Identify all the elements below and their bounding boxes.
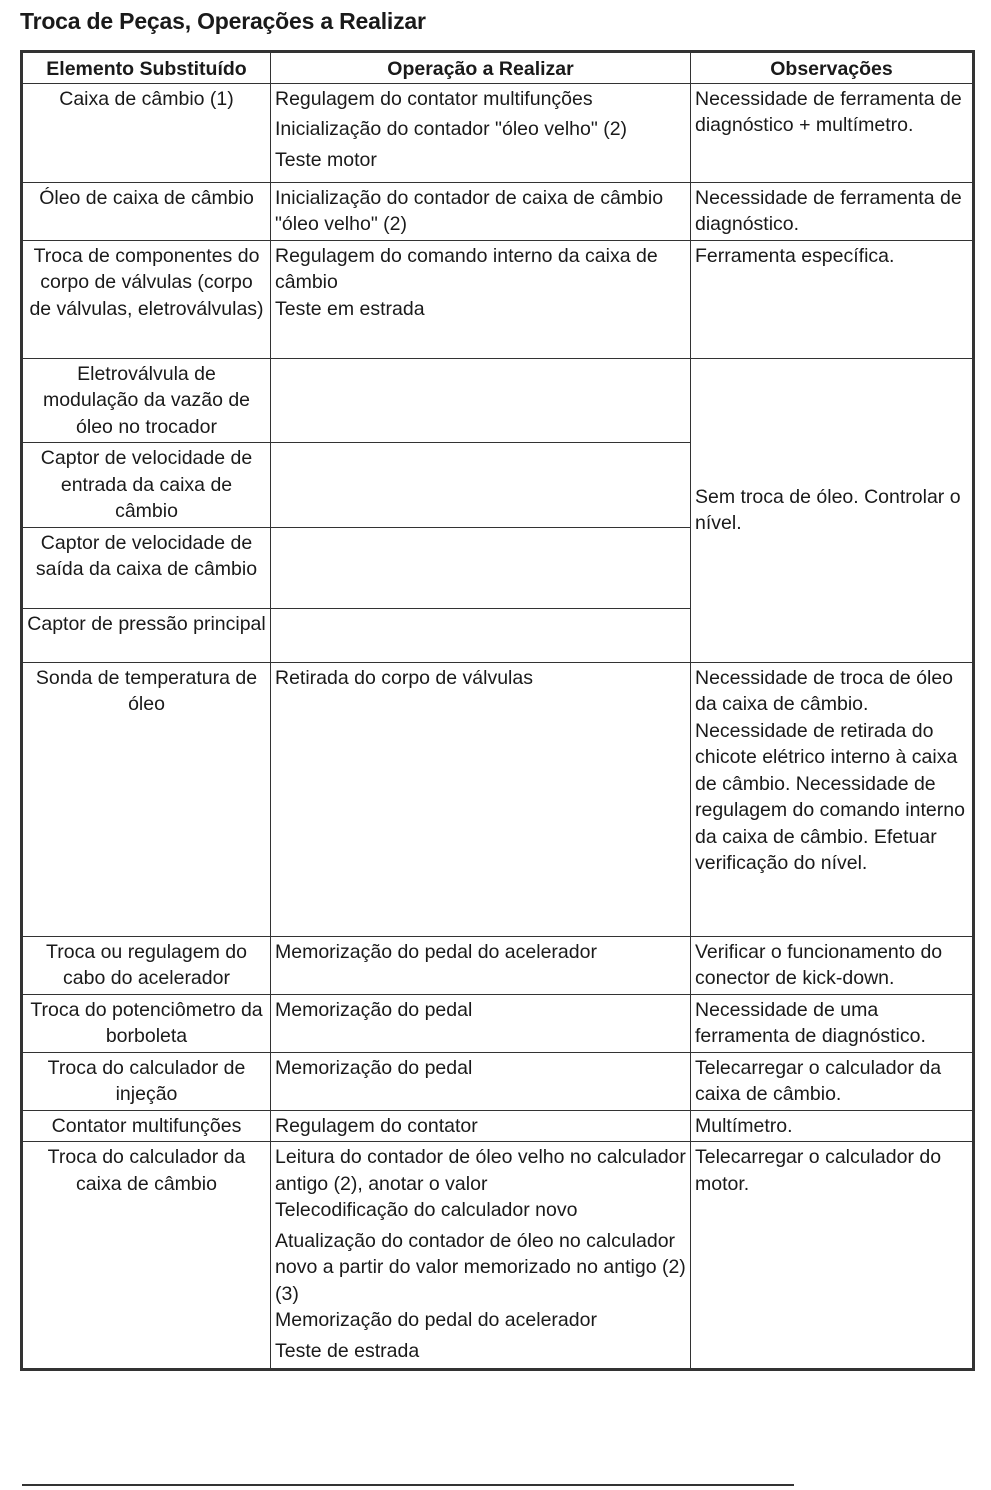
table-row [22, 994, 974, 1052]
element-cell: Troca do calculador da caixa de câmbio [22, 1142, 271, 1370]
operation-cell [271, 936, 691, 994]
operation-cell-empty [271, 443, 691, 528]
operation-item: Telecodificação do calculador novo [275, 1199, 578, 1221]
observation-cell: Sem troca de óleo. Controlar o nível. [691, 358, 974, 662]
column-header-observations: Observações [691, 52, 974, 84]
footnote-separator [22, 1484, 794, 1486]
table-row [22, 1110, 974, 1142]
operation-cell [271, 1142, 691, 1370]
element-cell: Troca de componentes do corpo de válvulas (corpo de válvulas, eletroválvulas) [22, 240, 271, 358]
operation-item: Inicialização do contador de caixa de câmbio "óleo velho" (2) [275, 186, 664, 235]
operation-item: Inicialização do contador "óleo velho" (2) [275, 118, 628, 140]
element-cell: Óleo de caixa de câmbio [22, 182, 271, 240]
operation-item: Memorização do pedal do acelerador [275, 940, 597, 963]
operation-item: Leitura do contador de óleo velho no calculador antigo (2), anotar o valor [275, 1146, 686, 1195]
observation-cell: Verificar o funcionamento do conector de kick-down. [691, 936, 974, 994]
operation-item: Teste de estrada [275, 1339, 420, 1362]
operation-item: Memorização do pedal [275, 998, 473, 1021]
operation-cell [271, 83, 691, 182]
operation-item: Retirada do corpo de válvulas [275, 666, 533, 689]
element-cell: Captor de velocidade de entrada da caixa de câmbio [22, 443, 271, 528]
operation-cell [271, 1052, 691, 1110]
operation-item: Teste motor [275, 148, 377, 171]
operation-item: Memorização do pedal [275, 1056, 473, 1079]
operation-cell [271, 994, 691, 1052]
operation-item: Atualização do contador de óleo no calculador novo a partir do valor memorizado no antigo (2) (3) [275, 1229, 686, 1305]
operation-item: Regulagem do contator multifunções [275, 87, 593, 110]
table-row [22, 1142, 974, 1370]
observation-cell: Telecarregar o calculador do motor. [691, 1142, 974, 1370]
operation-cell [271, 240, 691, 358]
operation-cell [271, 662, 691, 936]
table-row [22, 240, 974, 358]
operation-cell [271, 182, 691, 240]
observation-cell: Multímetro. [691, 1110, 974, 1142]
observation-cell: Telecarregar o calculador da caixa de câmbio. [691, 1052, 974, 1110]
observation-cell: Ferramenta específica. [691, 240, 974, 358]
operation-cell-empty [271, 527, 691, 608]
observation-cell: Necessidade de ferramenta de diagnóstico + multímetro. [691, 83, 974, 182]
table-row [22, 83, 974, 182]
operation-item: Memorização do pedal do acelerador [275, 1309, 597, 1331]
table-row [22, 936, 974, 994]
element-cell: Eletroválvula de modulação da vazão de óleo no trocador [22, 358, 271, 443]
operation-cell-empty [271, 608, 691, 662]
page-title: Troca de Peças, Operações a Realizar [20, 8, 426, 34]
table-header-row [22, 52, 974, 84]
operation-item: Regulagem do contator [275, 1114, 478, 1137]
observation-cell: Necessidade de ferramenta de diagnóstico. [691, 182, 974, 240]
operation-cell-empty [271, 358, 691, 443]
element-cell: Captor de pressão principal [22, 608, 271, 662]
column-header-operation: Operação a Realizar [271, 52, 691, 84]
element-cell: Troca ou regulagem do cabo do acelerador [22, 936, 271, 994]
operation-item: Teste em estrada [275, 297, 425, 320]
table-row [22, 358, 974, 443]
element-cell: Troca do potenciômetro da borboleta [22, 994, 271, 1052]
element-cell: Captor de velocidade de saída da caixa de câmbio [22, 527, 271, 608]
element-cell: Troca do calculador de injeção [22, 1052, 271, 1110]
element-cell: Sonda de temperatura de óleo [22, 662, 271, 936]
operation-cell [271, 1110, 691, 1142]
element-cell: Caixa de câmbio (1) [22, 83, 271, 182]
observation-cell: Necessidade de uma ferramenta de diagnóstico. [691, 994, 974, 1052]
element-cell: Contator multifunções [22, 1110, 271, 1142]
operation-item: Regulagem do comando interno da caixa de câmbio [275, 244, 658, 293]
table-row [22, 662, 974, 936]
parts-operations-table [20, 50, 975, 1371]
observation-cell: Necessidade de troca de óleo da caixa de câmbio. Necessidade de retirada do chicote elétrico interno à caixa de câmbio. Necessidade de regulagem do comando interno da caixa de câmbio. Efetuar verificação do nível. [691, 662, 974, 936]
table-row [22, 182, 974, 240]
column-header-element: Elemento Substituído [22, 52, 271, 84]
table-row [22, 1052, 974, 1110]
